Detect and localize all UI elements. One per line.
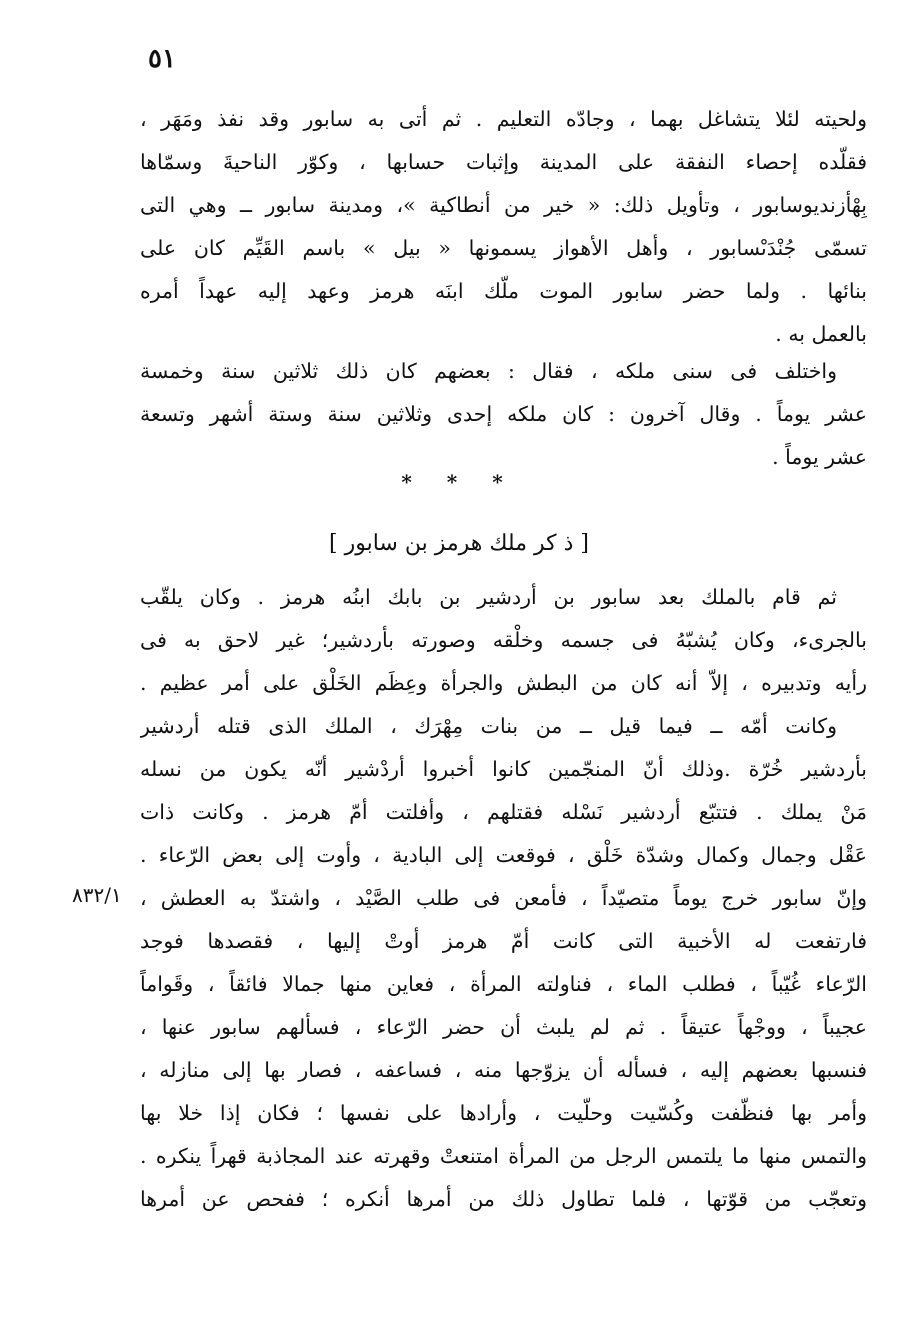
text-line: فنسبها بعضهم إليه ، فسأله أن يزوّجها منه ، فساعفه ، فصار بها إلى منازله ،: [140, 1058, 867, 1082]
text-line: بنائها . ولما حضر سابور الموت ملّك ابنَه هرمز وعهد إليه عهداً أمره: [140, 279, 867, 303]
section-separator: * * *: [401, 470, 517, 494]
text-line: مَنْ يملك . فتتبّع أردشير نَسْله فقتلهم ، وأفلتت أمّ هرمز . وكانت ذات: [140, 800, 867, 824]
paragraph-2: [140, 350, 867, 479]
paragraph-3: [140, 576, 867, 1221]
text-line: بِهْأزنديوسابور ، وتأويل ذلك: « خير من أنطاكية »، ومدينة سابور ــ وهي التى: [140, 193, 867, 217]
text-line: بالعمل به .: [775, 322, 867, 346]
text-line: وكانت أمّه ــ فيما قيل ــ من بنات مِهْرَك ، الملك الذى قتله أردشير: [140, 714, 837, 738]
text-line: وتعجّب من قوّتها ، فلما تطاول ذلك من أمرها أنكره ؛ ففحص عن أمرها: [140, 1187, 867, 1211]
text-line: فارتفعت له الأخبية التى كانت أمّ هرمز أوتْ إليها ، فقصدها فوجد: [140, 929, 867, 953]
text-line: واختلف فى سنى ملكه ، فقال : بعضهم كان ذلك ثلاثين سنة وخمسة: [140, 359, 837, 383]
text-line: ثم قام بالملك بعد سابور بن أردشير بن بابك ابنُه هرمز . وكان يلقّب: [140, 585, 837, 609]
text-line: والتمس منها ما يلتمس الرجل من المرأة امتنعتْ وقهرته عند المجاذبة قهراً ينكره .: [140, 1144, 867, 1168]
text-line: عَقْل وجمال وكمال وشدّة خَلْق ، فوقعت إلى البادية ، وأوت إلى بعض الرّعاء .: [140, 843, 867, 867]
text-line: بأردشير خُرّة .وذلك أنّ المنجّمين كانوا أخبروا أردْشير أنّه يكون من نسله: [140, 757, 867, 781]
text-line: عشر يوماً .: [772, 445, 867, 469]
text-line: عجيباً ، ووجْهاً عتيقاً . ثم لم يلبث أن حضر الرّعاء ، فسألهم سابور عنها ،: [140, 1015, 867, 1039]
text-line: عشر يوماً . وقال آخرون : كان ملكه إحدى وثلاثين سنة وستة أشهر وتسعة: [140, 402, 867, 426]
text-line: رأيه وتدبيره ، إلاّ أنه كان من البطش والجرأة وعِظَم الخَلْق على أمر عظيم .: [140, 671, 867, 695]
margin-reference: ٨٣٢/١: [72, 883, 122, 907]
section-heading: [ ذ كر ملك هرمز بن سابور ]: [329, 531, 589, 556]
text-line: الرّعاء غُيّباً ، فطلب الماء ، فناولته المرأة ، فعاين منها جمالا فائقاً ، وقَواماً: [140, 972, 867, 996]
text-line: تسمّى جُنْدَىْسابور ، وأهل الأهواز يسمونها « بيل » باسم القَيِّم كان على: [140, 236, 867, 260]
text-line: بالجرىء، وكان يُشبّهُ فى جسمه وخلْقه وصورته بأردشير؛ غير لاحق به فى: [140, 628, 867, 652]
text-line: فقلّده إحصاء النفقة على المدينة وإثبات حسابها ، وكوّر الناحيةَ وسمّاها: [140, 150, 867, 174]
page-number: ٥١: [148, 44, 176, 74]
text-line: وإنّ سابور خرج يوماً متصيّداً ، فأمعن فى طلب الصَّيْد ، واشتدّ به العطش ،: [140, 886, 867, 910]
paragraph-1: [140, 98, 867, 356]
text-line: ولحيته لئلا يتشاغل بهما ، وجادّه التعليم . ثم أتى به سابور وقد نفذ ومَهَر ،: [140, 107, 867, 131]
text-line: وأمر بها فنظّفت وكُسّيت وحلّيت ، وأرادها على نفسها ؛ فكان إذا خلا بها: [140, 1101, 867, 1125]
